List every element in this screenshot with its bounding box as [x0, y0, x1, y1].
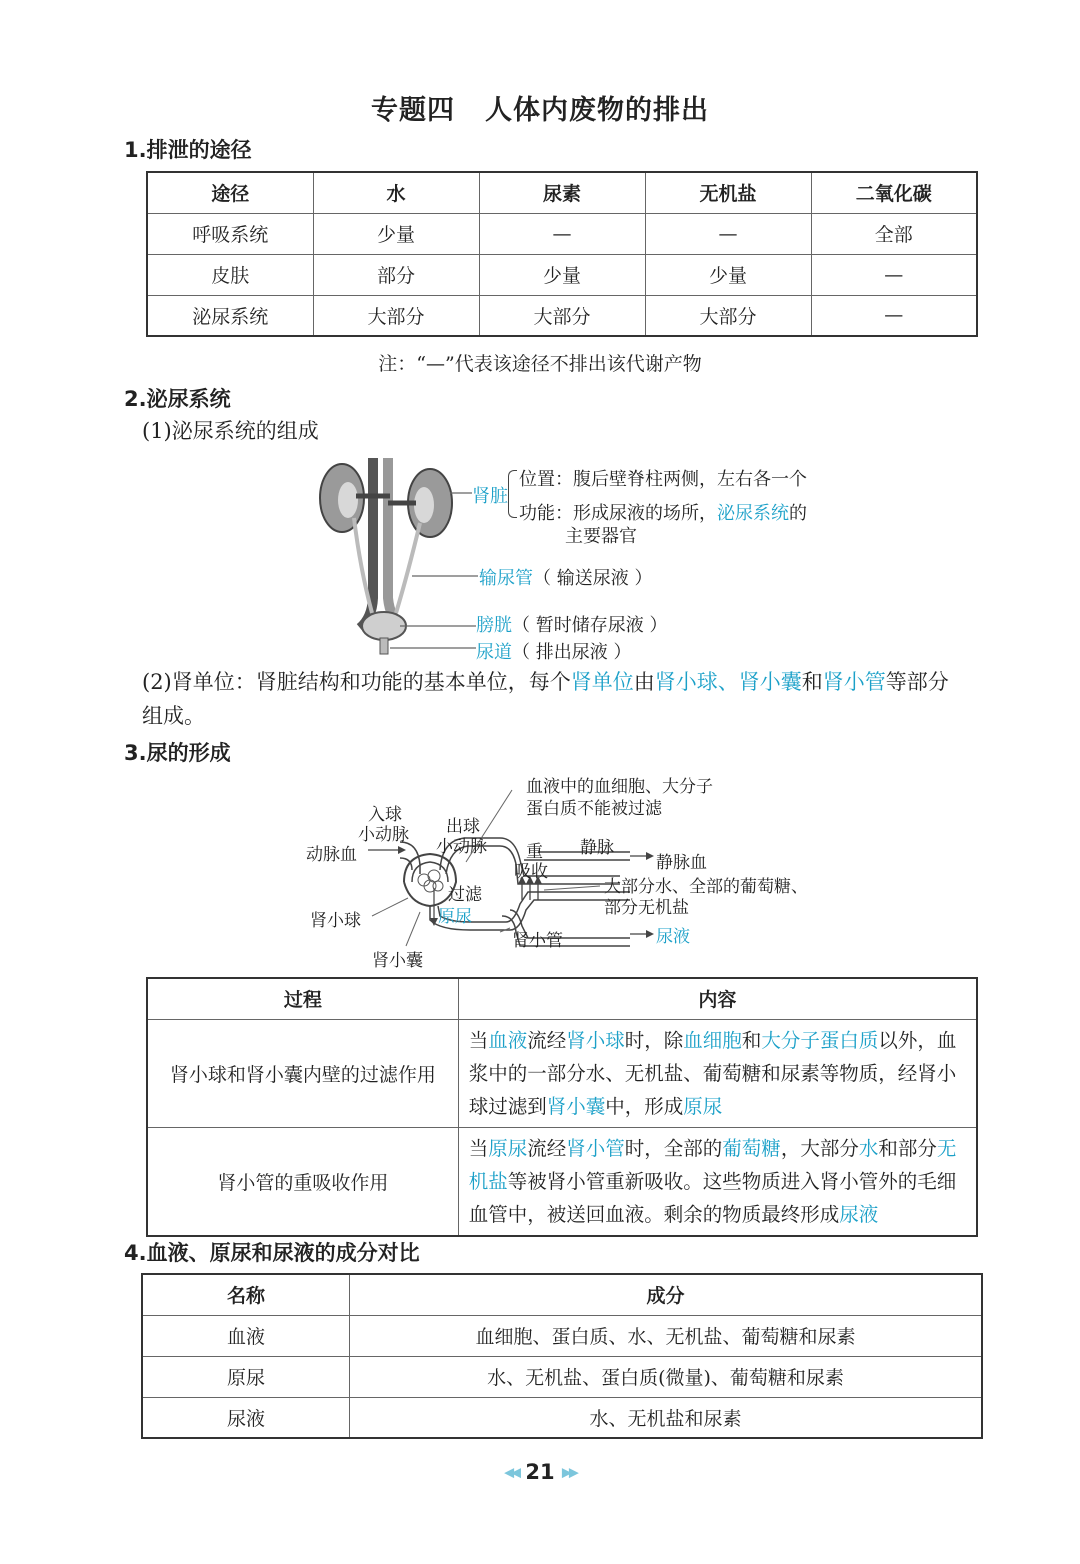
label-glomerulus: 肾小球: [310, 911, 361, 931]
header-cell: 尿素: [479, 172, 645, 213]
page-number-text: 21: [525, 1460, 555, 1484]
table-row: [147, 1127, 977, 1236]
urinary-system-illustration: [300, 448, 500, 658]
label-urethra: 尿道（ 排出尿液 ）: [476, 642, 632, 663]
section1-heading: 1.排泄的途径: [124, 138, 252, 162]
table-cell: 少量: [479, 254, 645, 295]
table-header-row: [147, 978, 977, 1019]
label-reabsorbed-2: 部分无机盐: [604, 898, 689, 918]
label-filter: 过滤: [448, 885, 482, 905]
label-not-filtered-1: 血液中的血细胞、大分子: [526, 777, 713, 797]
header-cell: 途径: [147, 172, 313, 213]
header-cell: 过程: [147, 978, 458, 1019]
page-number: [0, 1460, 1080, 1484]
table-row: [147, 295, 977, 336]
table-cell: 尿液: [142, 1397, 350, 1438]
label-arterial-blood: 动脉血: [306, 845, 357, 865]
label-efferent-2: 小动脉: [436, 837, 487, 857]
label-venous-blood: 静脉血: [656, 853, 707, 873]
title-part2: 人体内废物的排出: [485, 95, 709, 126]
table-cell: —: [645, 213, 811, 254]
table-cell: 少量: [313, 213, 479, 254]
table-cell: 水、无机盐、蛋白质(微量)、葡萄糖和尿素: [350, 1356, 982, 1397]
table-cell: —: [811, 295, 977, 336]
label-not-filtered-2: 蛋白质不能被过滤: [526, 799, 662, 819]
table-header-row: [147, 172, 977, 213]
table-cell: 当血液流经肾小球时，除血细胞和大分子蛋白质以外，血浆中的一部分水、无机盐、葡萄糖和尿素等物质，经肾小球过滤到肾小囊中，形成原尿: [458, 1019, 977, 1127]
label-tubule: 肾小管: [512, 931, 563, 951]
header-cell: 无机盐: [645, 172, 811, 213]
header-cell: 成分: [350, 1274, 982, 1315]
prev-arrow-icon: ◀◀: [504, 1465, 519, 1481]
table-cell: 大部分: [313, 295, 479, 336]
label-capsule: 肾小囊: [372, 951, 423, 971]
table-row: [147, 1019, 977, 1127]
label-urine: 尿液: [656, 927, 690, 947]
nephron-paragraph: (2)肾单位：肾脏结构和功能的基本单位，每个肾单位由肾小球、肾小囊和肾小管等部分 组成。: [142, 670, 949, 728]
label-bladder: 膀胱（ 暂时储存尿液 ）: [476, 615, 668, 636]
table-cell: 部分: [313, 254, 479, 295]
table-row: [147, 254, 977, 295]
title-part1: 专题四: [371, 95, 455, 126]
header-cell: 二氧化碳: [811, 172, 977, 213]
label-kidney: 肾脏: [472, 486, 508, 507]
brace: [508, 470, 517, 518]
table-cell: 皮肤: [147, 254, 313, 295]
table-note: 注：“—”代表该途径不排出该代谢产物: [378, 353, 702, 375]
label-vein: 静脉: [580, 838, 614, 858]
kidney-function-cont: 主要器官: [565, 526, 637, 547]
table-cell: 肾小球和肾小囊内壁的过滤作用: [147, 1019, 458, 1127]
table-cell: —: [479, 213, 645, 254]
label-reabsorbed-1: 大部分水、全部的葡萄糖、: [604, 877, 808, 897]
label-reabsorb-1: 重: [526, 842, 543, 862]
composition-table: [141, 1273, 983, 1439]
header-cell: 水: [313, 172, 479, 213]
section2-heading: 2.泌尿系统: [124, 387, 231, 411]
table-cell: 泌尿系统: [147, 295, 313, 336]
label-primary-urine: 原尿: [438, 907, 472, 927]
label-afferent-2: 小动脉: [358, 825, 409, 845]
table-cell: 大部分: [645, 295, 811, 336]
table-cell: 肾小管的重吸收作用: [147, 1127, 458, 1236]
excretion-table: [146, 171, 978, 337]
section4-heading: 4.血液、原尿和尿液的成分对比: [124, 1241, 420, 1265]
table-cell: —: [811, 254, 977, 295]
table-cell: 当原尿流经肾小管时，全部的葡萄糖，大部分水和部分无机盐等被肾小管重新吸收。这些物质进入肾小管外的毛细血管中，被送回血液。剩余的物质最终形成尿液: [458, 1127, 977, 1236]
table-row: [142, 1356, 982, 1397]
table-cell: 少量: [645, 254, 811, 295]
section3-heading: 3.尿的形成: [124, 741, 231, 765]
table-cell: 呼吸系统: [147, 213, 313, 254]
table-cell: 血液: [142, 1315, 350, 1356]
table-row: [142, 1315, 982, 1356]
label-reabsorb-2: 吸收: [514, 862, 548, 882]
label-afferent-1: 入球: [368, 805, 402, 825]
label-ureter: 输尿管（ 输送尿液 ）: [479, 568, 653, 589]
header-cell: 内容: [458, 978, 977, 1019]
next-arrow-icon: ▶▶: [561, 1465, 576, 1481]
label-efferent-1: 出球: [446, 817, 480, 837]
process-table: [146, 977, 978, 1237]
kidney-function: 功能：形成尿液的场所，泌尿系统的: [519, 503, 807, 524]
page-title: [0, 88, 1080, 127]
table-cell: 原尿: [142, 1356, 350, 1397]
table-row: [147, 213, 977, 254]
table-cell: 大部分: [479, 295, 645, 336]
subheading-composition: (1)泌尿系统的组成: [142, 419, 319, 443]
kidney-position: 位置：腹后壁脊柱两侧，左右各一个: [519, 469, 807, 490]
table-cell: 水、无机盐和尿素: [350, 1397, 982, 1438]
header-cell: 名称: [142, 1274, 350, 1315]
table-cell: 血细胞、蛋白质、水、无机盐、葡萄糖和尿素: [350, 1315, 982, 1356]
table-header-row: [142, 1274, 982, 1315]
table-cell: 全部: [811, 213, 977, 254]
table-row: [142, 1397, 982, 1438]
